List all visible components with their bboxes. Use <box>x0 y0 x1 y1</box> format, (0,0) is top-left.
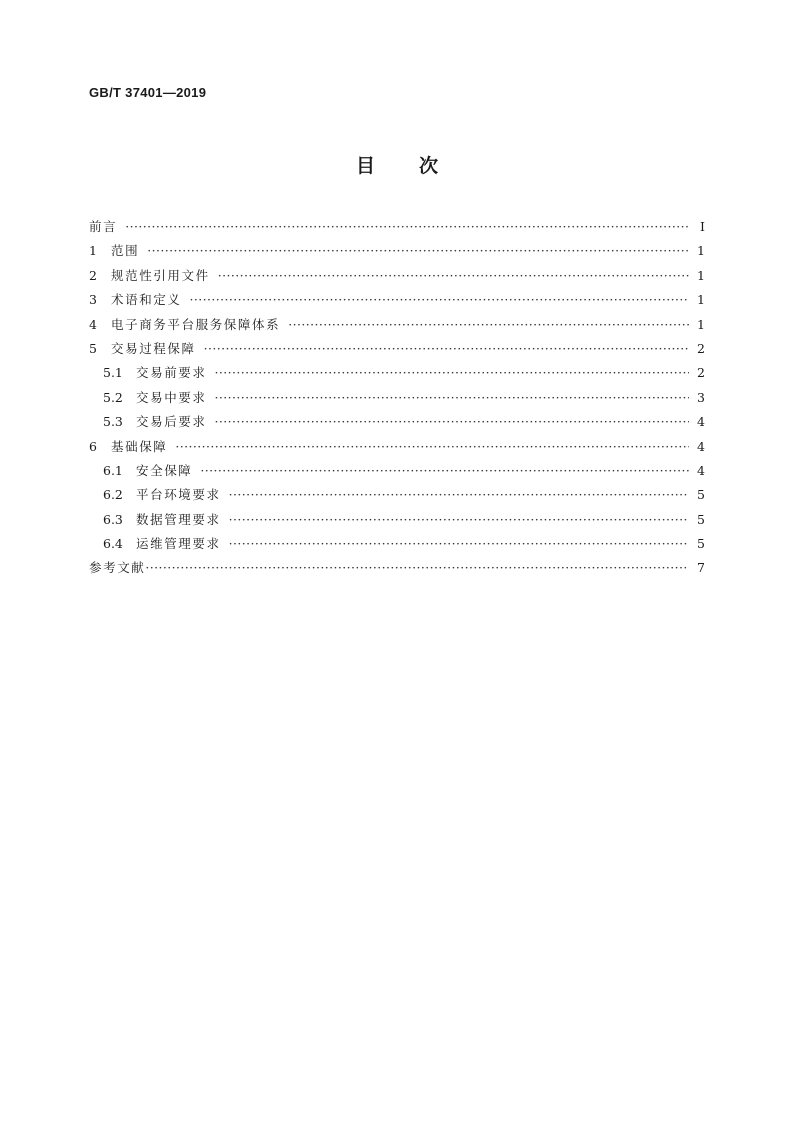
toc-entry-number: 1 <box>89 243 97 259</box>
toc-entry-label: 运维管理要求 <box>136 536 221 552</box>
toc-leader-dots <box>125 215 689 239</box>
toc-entry-label: 交易过程保障 <box>111 340 196 356</box>
toc-leader-dots <box>218 264 689 288</box>
toc-entry-number: 5 <box>89 340 97 356</box>
toc-entry-6[interactable] <box>89 435 705 459</box>
toc-entry-number: 6.4 <box>103 536 123 552</box>
toc-leader-dots <box>200 459 689 483</box>
toc-entry-5-3[interactable] <box>89 410 705 434</box>
toc-entry-label: 平台环境要求 <box>136 487 221 503</box>
toc-entry-page: 4 <box>697 414 705 430</box>
toc-entry-number: 6.3 <box>103 511 123 527</box>
toc-entry-5-2[interactable] <box>89 386 705 410</box>
toc-entry-number: 5.1 <box>103 365 123 381</box>
toc-entry-page: 2 <box>697 340 705 356</box>
toc-entry-label: 规范性引用文件 <box>111 267 210 283</box>
toc-entry-page: 1 <box>697 292 705 308</box>
toc-entry-number: 5.2 <box>103 389 123 405</box>
toc-leader-dots <box>215 410 689 434</box>
toc-leader-dots <box>175 435 689 459</box>
toc-entry-number: 3 <box>89 292 97 308</box>
toc-entry-5[interactable] <box>89 337 705 361</box>
toc-entry-label: 术语和定义 <box>111 292 182 308</box>
toc-entry-page: 1 <box>697 316 705 332</box>
toc-entry-number: 4 <box>89 316 97 332</box>
toc-entry-page: 4 <box>697 438 705 454</box>
toc-entry-6-4[interactable] <box>89 532 705 556</box>
toc-entry-label: 交易前要求 <box>136 365 207 381</box>
toc-entry-label: 数据管理要求 <box>136 511 221 527</box>
toc-entry-page: 5 <box>697 487 705 503</box>
toc-leader-dots <box>147 239 689 263</box>
toc-entry-page: 3 <box>697 389 705 405</box>
toc-leader-dots <box>229 508 689 532</box>
toc-entry-5-1[interactable] <box>89 361 705 385</box>
toc-leader-dots <box>215 386 689 410</box>
toc-leader-dots <box>145 556 689 580</box>
toc-entry-page: Ⅰ <box>700 219 705 234</box>
standard-code: GB/T 37401—2019 <box>89 85 207 100</box>
toc-entry-3[interactable] <box>89 288 705 312</box>
toc-entry-number: 6.1 <box>103 462 123 478</box>
toc-entry-page: 4 <box>697 462 705 478</box>
toc-entry-label: 交易中要求 <box>136 389 207 405</box>
toc-entry-label: 交易后要求 <box>136 414 207 430</box>
toc-leader-dots <box>288 313 689 337</box>
toc-entry-page: 5 <box>697 536 705 552</box>
toc-leader-dots <box>229 483 689 507</box>
toc-leader-dots <box>229 532 689 556</box>
table-of-contents <box>89 215 705 581</box>
toc-leader-dots <box>204 337 689 361</box>
toc-title-part1: 目 <box>355 155 375 177</box>
toc-entry-6-1[interactable] <box>89 459 705 483</box>
toc-entry-number: 2 <box>89 267 97 283</box>
toc-entry-label: 参考文献 <box>89 560 146 576</box>
toc-entry-number: 6.2 <box>103 487 123 503</box>
toc-entry-page: 2 <box>697 365 705 381</box>
toc-leader-dots <box>190 288 689 312</box>
toc-entry-4[interactable] <box>89 313 705 337</box>
toc-entry-label: 基础保障 <box>111 438 168 454</box>
toc-entry-2[interactable] <box>89 264 705 288</box>
toc-leader-dots <box>215 361 689 385</box>
toc-entry-page: 5 <box>697 511 705 527</box>
toc-entry-1[interactable] <box>89 239 705 263</box>
toc-entry-foreword[interactable] <box>89 215 705 239</box>
toc-title-part2: 次 <box>419 155 439 177</box>
toc-entry-page: 1 <box>697 267 705 283</box>
toc-entry-page: 1 <box>697 243 705 259</box>
toc-entry-6-2[interactable] <box>89 483 705 507</box>
toc-entry-number: 5.3 <box>103 414 123 430</box>
toc-entry-6-3[interactable] <box>89 508 705 532</box>
toc-entry-label: 前言 <box>89 219 118 234</box>
toc-title <box>0 151 794 178</box>
toc-entry-references[interactable] <box>89 556 705 580</box>
toc-entry-label: 范围 <box>111 243 140 259</box>
toc-entry-label: 电子商务平台服务保障体系 <box>111 316 281 332</box>
toc-entry-page: 7 <box>697 560 705 576</box>
toc-entry-label: 安全保障 <box>136 462 193 478</box>
toc-entry-number: 6 <box>89 438 97 454</box>
